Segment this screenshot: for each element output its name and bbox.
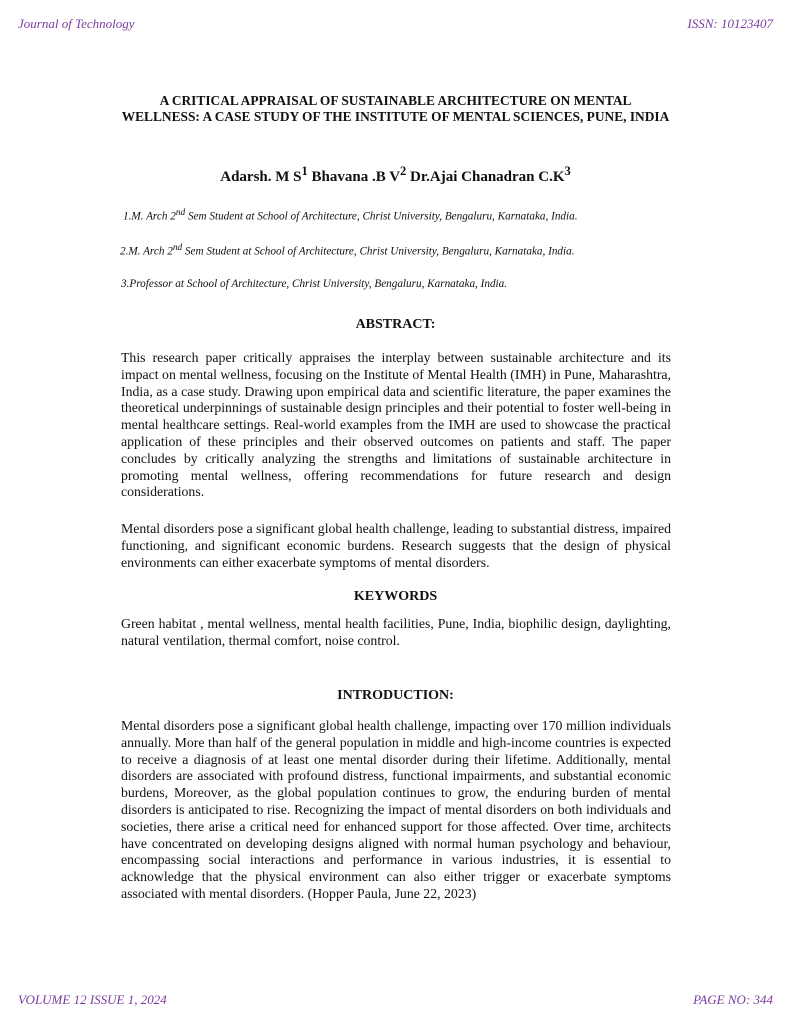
affiliation-text: 3.Professor at School of Architecture, Christ University, Bengaluru, Karnataka, India. xyxy=(121,278,508,290)
keywords-list: Green habitat , mental wellness, mental health facilities, Pune, India, biophilic design, daylighting, natural ventilation, thermal comfort, noise control. xyxy=(121,616,671,648)
introduction-paragraph: Mental disorders pose a significant global health challenge, impacting over 170 million individuals annually. More than half of the general population in middle and high-income countries is expected to receive a diagnosis of at least one mental disorder during their lifetime. Additionally, mental disorders are associated with profound distress, functional impairments, and substantial economic burdens, Moreover, as the global population continues to grow, the enduring burden of mental disorders is anticipated to rise. Recognizing the impact of mental disorders on both individuals and societies, there arise a critical need for enhanced support for those affected. Over time, architects have concentrated on developing designs aligned with normal human psychology and behaviour, encompassing social interactions and performance in various industries, it is essential to acknowledge that the physical environment can also either trigger or exacerbate symptoms associated with mental disorders. (Hopper Paula, June 22, 2023) xyxy=(121,718,671,901)
author-line xyxy=(0,164,791,186)
ordinal-suffix: nd xyxy=(172,243,183,253)
abstract-paragraph: This research paper critically appraises the interplay between sustainable architecture and its impact on mental wellness, focusing on the Institute of Mental Health (IMH) in Pune, Maharashtra, India, as a case study. Drawing upon empirical data and scientific literature, the paper examines the theoretical underpinnings of sustainable design principles and their potential to foster well-being in mental healthcare settings. Real-world examples from the IMH are used to showcase the practical application of these principles and their observed outcomes on patients and staff. The paper concludes by critically analyzing the strengths and limitations of sustainable architecture in promoting mental wellness, offering recommendations for future research and design considerations. xyxy=(121,350,671,500)
affiliation-text: Sem Student at School of Architecture, Christ University, Bengaluru, Karnataka, India. xyxy=(185,210,578,223)
page-number: PAGE NO: 344 xyxy=(693,992,773,1007)
affiliation-text: Sem Student at School of Architecture, Christ University, Bengaluru, Karnataka, India. xyxy=(182,245,575,258)
abstract-paragraph: Mental disorders pose a significant global health challenge, leading to substantial distress, impaired functioning, and significant economic burdens. Research suggests that the design of physical environments can either exacerbate symptoms of mental disorders. xyxy=(121,521,671,570)
ordinal-suffix: nd xyxy=(175,208,186,218)
volume-label: VOLUME 12 ISSUE 1, 2024 xyxy=(18,992,167,1007)
author-name: Dr.Ajai Chanadran C.K xyxy=(410,169,565,185)
author-index: 2 xyxy=(400,164,407,178)
author-index: 3 xyxy=(564,164,571,178)
abstract-heading: ABSTRACT: xyxy=(355,317,436,332)
affiliation-text: 1.M. Arch 2 xyxy=(123,210,176,223)
paper-title: A CRITICAL APPRAISAL OF SUSTAINABLE ARCHITECTURE ON MENTAL WELLNESS: A CASE STUDY OF THE INSTITUTE OF MENTAL SCIENCES, PUNE, INDIA xyxy=(121,93,670,124)
affiliation xyxy=(121,278,507,290)
introduction-heading: INTRODUCTION: xyxy=(337,688,454,703)
author-index: 1 xyxy=(301,164,308,178)
affiliation xyxy=(120,243,575,258)
journal-name: Journal of Technology xyxy=(18,16,135,31)
author-name: Bhavana .B V xyxy=(311,169,401,185)
affiliation-text: 2.M. Arch 2 xyxy=(120,245,173,258)
issn-label: ISSN: 10123407 xyxy=(687,16,773,31)
keywords-heading: KEYWORDS xyxy=(353,589,438,604)
affiliation xyxy=(123,208,578,223)
author-name: Adarsh. M S xyxy=(220,169,302,185)
